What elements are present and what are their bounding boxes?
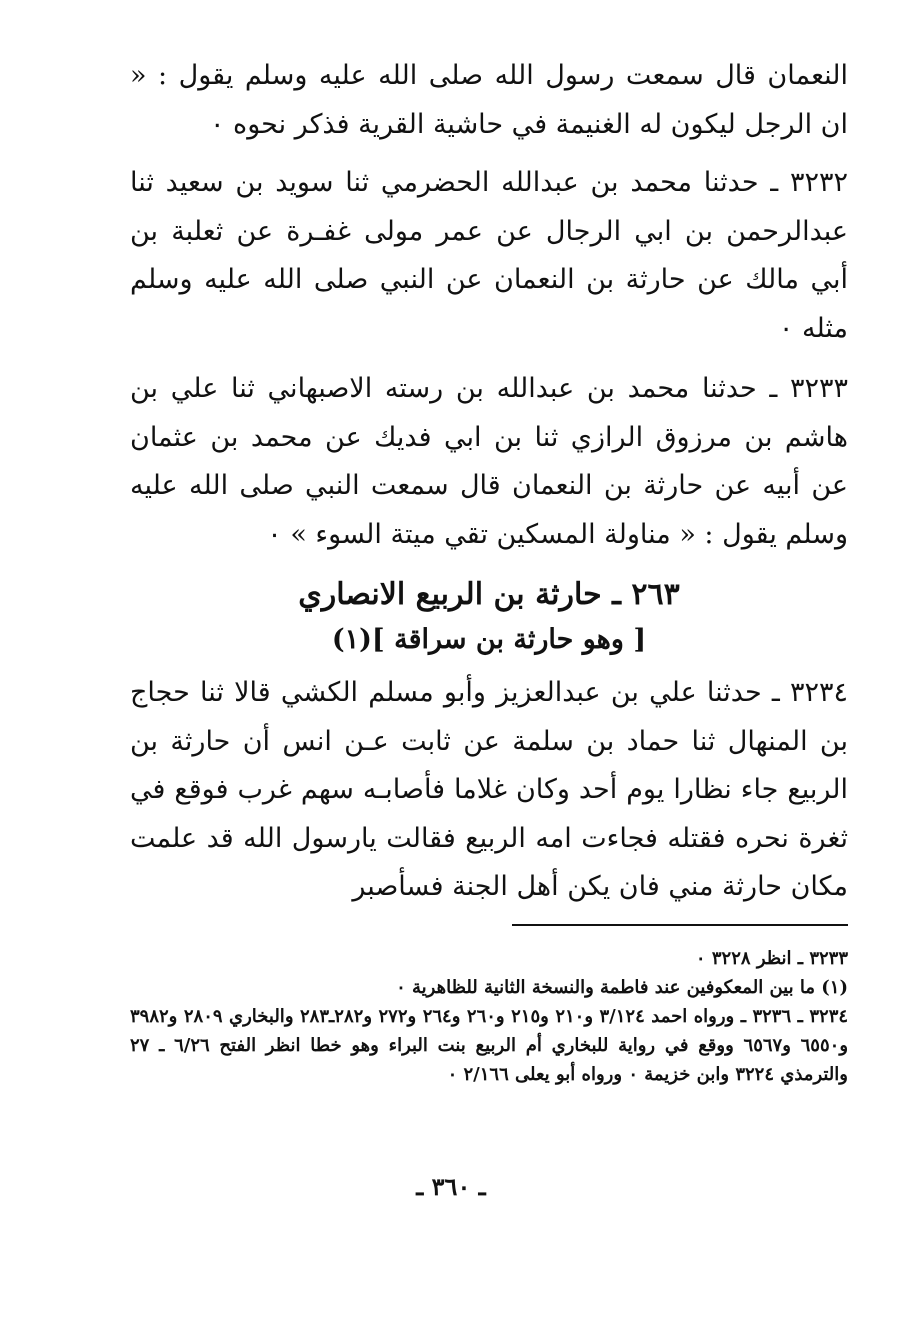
paragraph-continuation: النعمان قال سمعت رسول الله صلى الله عليه وسلم يقول : « ان الرجل ليكون له الغنيمة في حاشية القرية فذكر نحوه ٠ — [130, 60, 848, 140]
footnote-divider — [512, 924, 848, 926]
footnote-item: ٣٢٣٣ ـ انظر ٣٢٢٨ ٠ — [695, 948, 848, 969]
footnote-item: ٣٢٣٤ ـ ٣٢٣٦ ـ ورواه احمد ٣/١٢٤ و٢١٠ و٢١٥ و٢٦٠ و٢٦٤ و٢٧٢ و٢٨٢ـ٢٨٣ والبخاري ٢٨٠٩ و٣٩٨٢ و٦٥٥٠ و٦٥٦٧ ووقع في رواية للبخاري أم الربيع بنت البراء وهو خطا انظر الفتح ٦/٢٦ ـ ٢٧ والترمذي ٣٢٢٤ وابن خزيمة ٠ ورواه أبو يعلى ٢/١٦٦ ٠ — [130, 1006, 849, 1085]
hadith-3232: ٣٢٣٢ ـ حدثنا محمد بن عبدالله الحضرمي ثنا سويد بن سعيد ثنا عبدالرحمن بن ابي الرجال عن عمر مولى غفـرة عن ثعلبة بن أبي مالك عن حارثة بن النعمان عن النبي صلى الله عليه وسلم مثله ٠ — [130, 167, 848, 344]
hadith-3233: ٣٢٣٣ ـ حدثنا محمد بن عبدالله بن رسته الاصبهاني ثنا علي بن هاشم بن مرزوق الرازي ثنا بن ابي فديك عن محمد بن عثمان عن أبيه عن حارثة بن النعمان قال سمعت النبي صلى الله عليه وسلم يقول : « مناولة المسكين تقي ميتة السوء » ٠ — [130, 373, 848, 550]
hadith-3234: ٣٢٣٤ ـ حدثنا علي بن عبدالعزيز وأبو مسلم الكشي قالا ثنا حجاج بن المنهال ثنا حماد بن سلمة عن ثابت عـن انس أن حارثة بن الربيع جاء نظارا يوم أحد وكان غلاما فأصابـه سهم غرب فوقع في ثغرة نحره فقتله فجاءت امه الربيع فقالت يارسول الله قد علمت مكان حارثة مني فان يكن أهل الجنة فسأصبر — [130, 677, 848, 902]
section-heading: ٢٦٣ ـ حارثة بن الربيع الانصاري — [298, 577, 680, 612]
footnote-item: (١) ما بين المعكوفين عند فاطمة والنسخة الثانية للظاهرية ٠ — [396, 977, 848, 998]
section-subheading: [ وهو حارثة بن سراقة ](١) — [331, 624, 647, 655]
page-body — [130, 52, 848, 912]
footnotes — [130, 940, 848, 1089]
page-number: ـ ٣٦٠ ـ — [416, 1172, 486, 1201]
